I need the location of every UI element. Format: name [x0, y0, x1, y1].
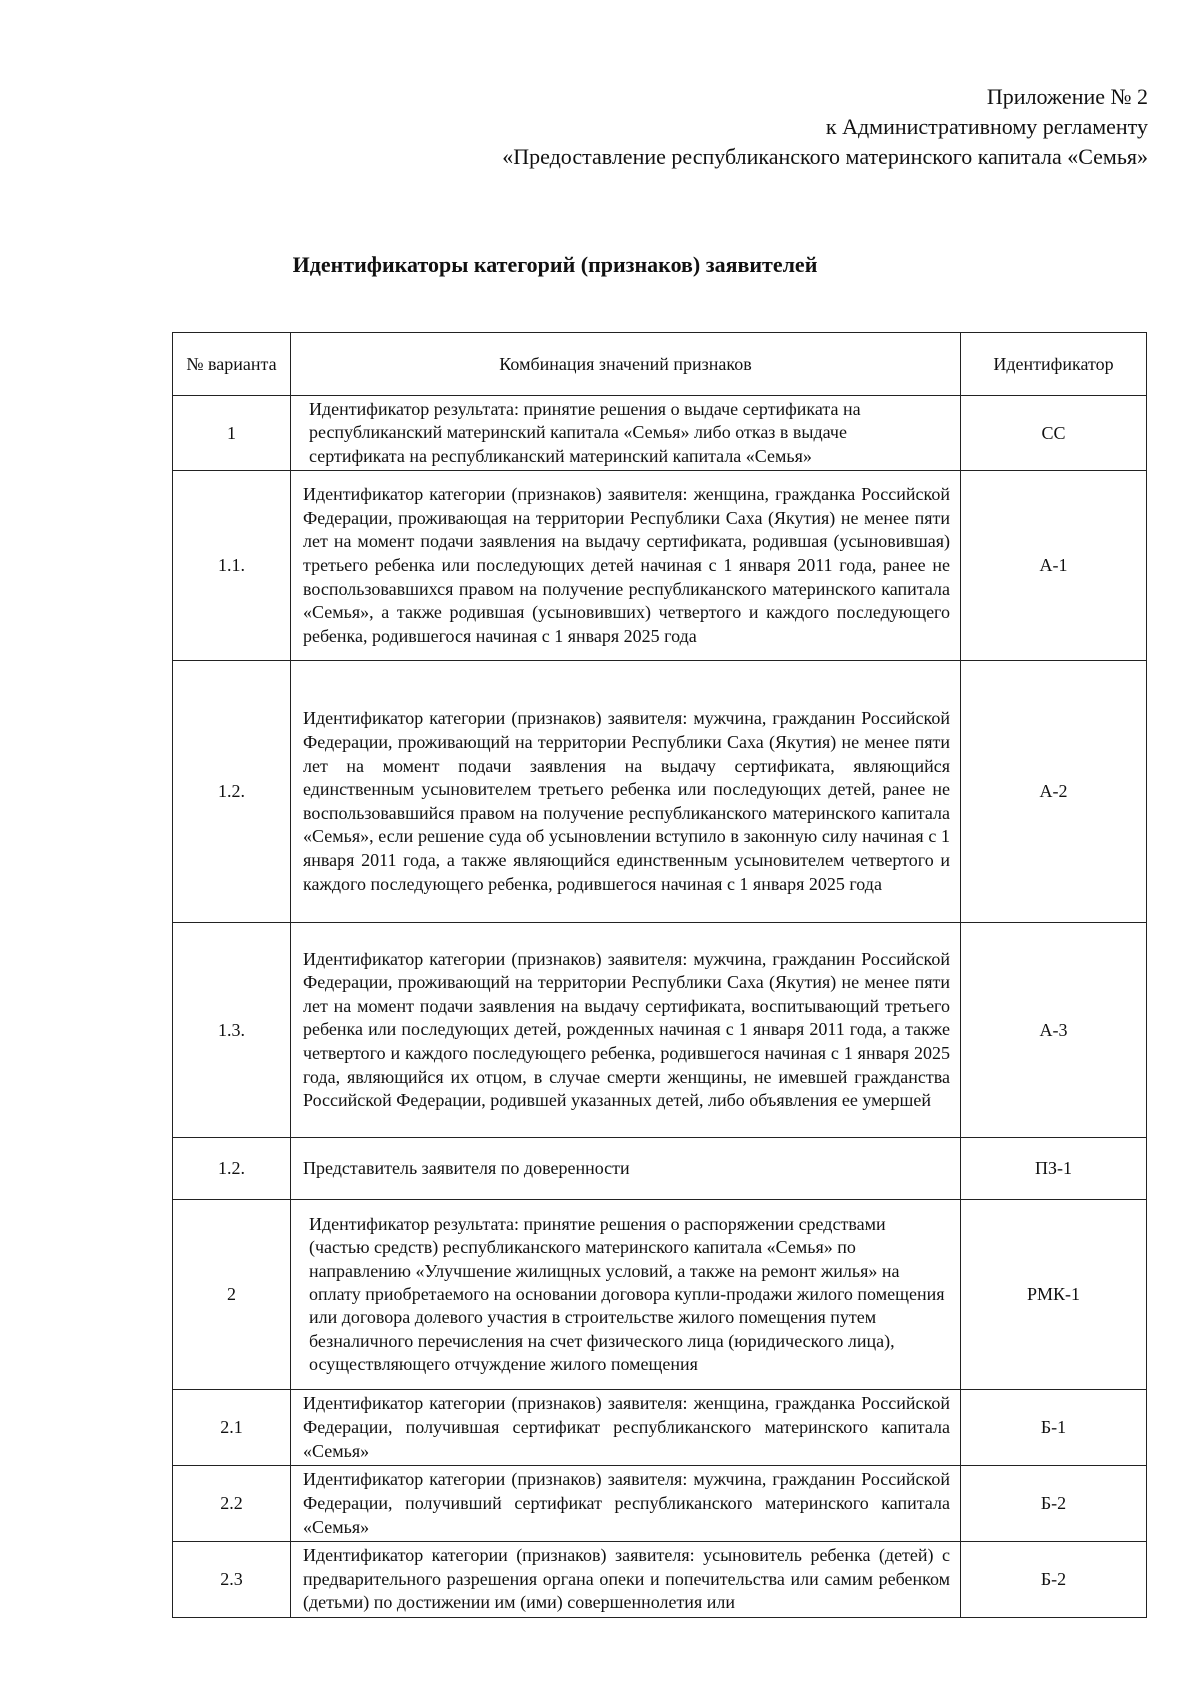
identifier-code: РМК-1	[961, 1200, 1147, 1390]
attribute-combination: Идентификатор результата: принятие решения о распоряжении средствами (частью средств) республиканского материнского капитала «Семья» по направлению «Улучшение жилищных условий, а также на ремонт жилья» на оплату приобретаемого на основании договора купли-продажи жилого помещения или договора долевого участия в строительстве жилого помещения путем безналичного перечисления на счет физического лица (юридического лица), осуществляющего отчуждение жилого помещения	[291, 1200, 961, 1390]
table-row	[173, 396, 1147, 471]
identifier-code: А-2	[961, 661, 1147, 923]
identifier-code: ПЗ-1	[961, 1138, 1147, 1200]
document-header	[328, 82, 1148, 172]
table-row	[173, 661, 1147, 923]
attribute-combination: Идентификатор категории (признаков) заявителя: усыновитель ребенка (детей) с предварительного разрешения органа опеки и попечительства или самим ребенком (детьми) по достижении им (ими) совершеннолетия или	[291, 1542, 961, 1618]
variant-number: 2.2	[173, 1466, 291, 1542]
column-header-variant: № варианта	[173, 333, 291, 396]
column-header-combination: Комбинация значений признаков	[291, 333, 961, 396]
attribute-combination: Идентификатор результата: принятие решения о выдаче сертификата на республиканский материнский капитала «Семья» либо отказ в выдаче сертификата на республиканский материнский капитала «Семья»	[291, 396, 961, 471]
attribute-combination: Идентификатор категории (признаков) заявителя: мужчина, гражданин Российской Федерации, проживающий на территории Республики Саха (Якутия) не менее пяти лет на момент подачи заявления на выдачу сертификата, воспитывающий третьего ребенка или последующих детей, рожденных начиная с 1 января 2011 года, а также четвертого и каждого последующего ребенка, родившегося начиная с 1 января 2025 года, являющийся их отцом, в случае смерти женщины, не имевшей гражданства Российской Федерации, родившей указанных детей, либо объявления ее умершей	[291, 923, 961, 1138]
variant-number: 1.3.	[173, 923, 291, 1138]
variant-number: 2	[173, 1200, 291, 1390]
table-row	[173, 923, 1147, 1138]
variant-number: 1.1.	[173, 471, 291, 661]
appendix-number: Приложение № 2	[986, 84, 1148, 109]
appendix-reference: к Административному регламенту	[825, 114, 1148, 139]
attribute-combination: Идентификатор категории (признаков) заявителя: женщина, гражданка Российской Федерации, получившая сертификат республиканского материнского капитала «Семья»	[291, 1390, 961, 1466]
variant-number: 2.1	[173, 1390, 291, 1466]
table-row	[173, 1466, 1147, 1542]
table-row	[173, 471, 1147, 661]
table-header-row	[173, 333, 1147, 396]
variant-number: 2.3	[173, 1542, 291, 1618]
table-row	[173, 1542, 1147, 1618]
attribute-combination: Представитель заявителя по доверенности	[291, 1138, 961, 1200]
table-row	[173, 1200, 1147, 1390]
table-row	[173, 1138, 1147, 1200]
variant-number: 1	[173, 396, 291, 471]
attribute-combination: Идентификатор категории (признаков) заявителя: мужчина, гражданин Российской Федерации, проживающий на территории Республики Саха (Якутия) не менее пяти лет на момент подачи заявления на выдачу сертификата, являющийся единственным усыновителем третьего ребенка или последующих детей, ранее не воспользовавшийся правом на получение республиканского материнского капитала «Семья», если решение суда об усыновлении вступило в законную силу начиная с 1 января 2011 года, а также являющийся единственным усыновителем четвертого и каждого последующего ребенка, родившегося начиная с 1 января 2025 года	[291, 661, 961, 923]
attribute-combination: Идентификатор категории (признаков) заявителя: мужчина, гражданин Российской Федерации, получивший сертификат республиканского материнского капитала «Семья»	[291, 1466, 961, 1542]
identifier-code: Б-1	[961, 1390, 1147, 1466]
page-title: Идентификаторы категорий (признаков) заявителей	[292, 252, 818, 277]
identifier-code: Б-2	[961, 1542, 1147, 1618]
identifier-code: А-3	[961, 923, 1147, 1138]
identifier-code: Б-2	[961, 1466, 1147, 1542]
table-row	[173, 1390, 1147, 1466]
regulation-name: «Предоставление республиканского материнского капитала «Семья»	[502, 144, 1148, 169]
identifier-code: СС	[961, 396, 1147, 471]
variant-number: 1.2.	[173, 1138, 291, 1200]
attribute-combination: Идентификатор категории (признаков) заявителя: женщина, гражданка Российской Федерации, проживающая на территории Республики Саха (Якутия) не менее пяти лет на момент подачи заявления на выдачу сертификата, родившая (усыновившая) третьего ребенка или последующих детей начиная с 1 января 2011 года, ранее не воспользовавшихся правом на получение республиканского материнского капитала «Семья», а также родившая (усыновивших) четвертого и каждого последующего ребенка, родившегося начиная с 1 января 2025 года	[291, 471, 961, 661]
identifiers-table	[172, 332, 1147, 1618]
identifier-code: А-1	[961, 471, 1147, 661]
variant-number: 1.2.	[173, 661, 291, 923]
column-header-identifier: Идентификатор	[961, 333, 1147, 396]
